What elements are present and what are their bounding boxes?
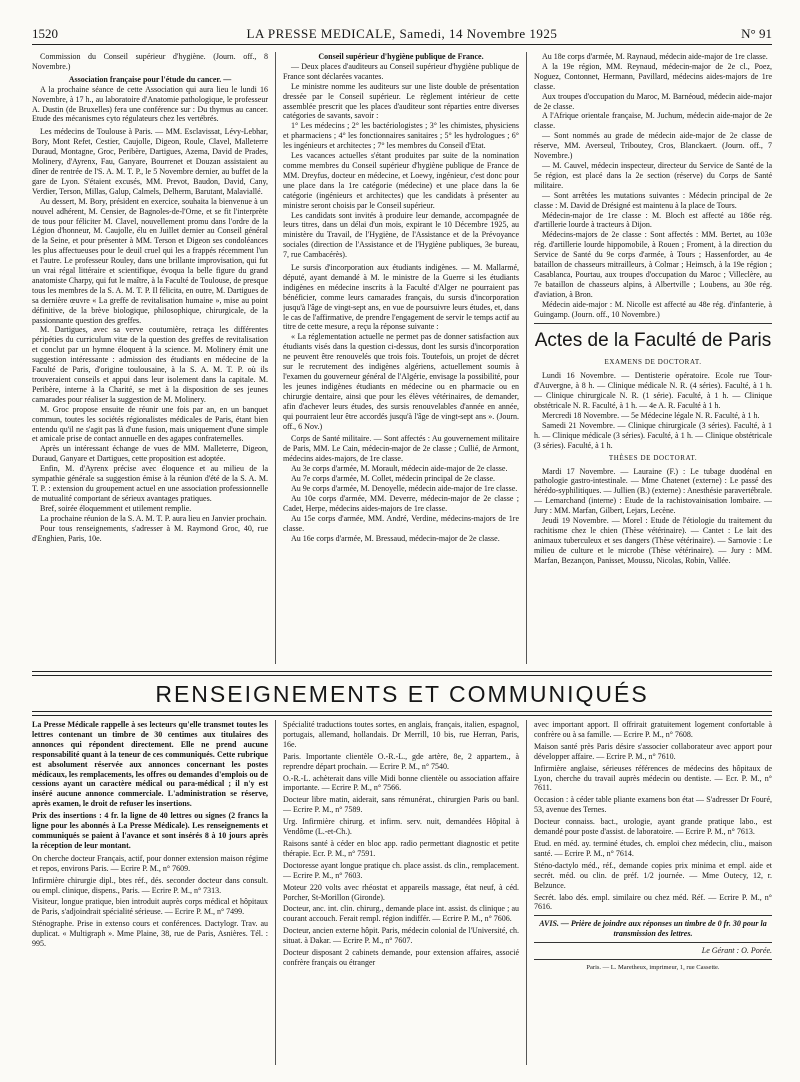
actes-title: Actes de la Faculté de Paris [534,330,772,352]
printer-line: Paris. — L. Maretheux, imprimeur, 1, rue Cassette. [586,964,720,972]
classified-ad: Spécialité traductions toutes sortes, en anglais, français, italien, espagnol, portugais, allemand, hollandais. Dr Merrill, 10 bis, rue Herran, Paris, 16e. [283,720,519,749]
page-number: 1520 [32,26,58,41]
upper-column-3 [534,52,772,664]
exam-entry: Lundi 16 Novembre. — Dentisterie opératoire. Ecole rue Tour-d'Auvergne, à 8 h. — Clinique médicale N. R. (4 séries). Faculté, à 1 h. — Clinique chirurgicale N. R. (1 série). Faculté, à 1 h. — Clinique obstétricale N. R. Faculté, à 1 h. — 4e A. R. Faculté à 1 h. [534,371,772,411]
news-paragraph: Au 7e corps d'armée, M. Collet, médecin principal de 2e classe. [291,474,496,484]
news-paragraph: Corps de Santé militaire. — Sont affectés : Au gouvernement militaire de Paris, MM. Le Cain, médecin-major de 2e classe ; Cullié, de Armont, médecins aides-majors, de 1re classe. [283,434,519,464]
news-paragraph: M. Groc propose ensuite de réunir une fois par an, en un banquet commun, toutes les sociétés régionalistes médicales de Paris, étant bien entendu qu'il ne s'agit pas là d'une fusion, mais uniquement d'une simple et amicale prise de contact annuelle en des agapes confraternelles. [32,404,268,444]
news-paragraph: Le sursis d'incorporation aux étudiants indigènes. — M. Mallarmé, député, ayant demandé à M. le ministre de la Guerre si les étudiants indigènes en médecine inscrits à la Faculté d'Alger ne pourraient pas bénéficier, comme leurs camarades français, du sursis d'incorporation jusqu'à l'âge de vingt-sept ans, en vue de poursuivre leurs études, et, dans le cas de l'affirmative, de prendre l'engagement de servir le temps actif au titre de cette mesure, a reçu la réponse suivante : [283,263,519,332]
news-paragraph: Commission du Conseil supérieur d'hygiène. (Journ. off., 8 Novembre.) [32,52,268,71]
avis-notice: AVIS. — Prière de joindre aux réponses un timbre de 0 fr. 30 pour la transmission des lettres. [539,919,767,939]
classified-ad: Etud. en méd. ay. terminé études, ch. emploi chez médecin, cliu., maison santé. — Ecrire P. M., n° 7614. [534,838,772,858]
classified-ad: Prix des insertions : 4 fr. la ligne de 40 lettres ou signes (2 francs la ligne pour les abonnés à La Presse Médicale). Les renseignements et communiqués se paient à l'avance et sont insérés 8 à 10 jours après la réception de leur montant. [32,811,268,850]
news-paragraph: Médecins-majors de 2e classe : Sont affectés : MM. Bertet, au 103e rég. d'artillerie lourde hippomobile, à Rouen ; Froment, à la direction du Service de Santé du 9e corps d'armée, à Tours ; Hassenforder, au 4e bataillon de chasseurs mitrailleurs, à Colmar ; Heimsch, à la 19e région ; Casablanca, Pourtau, aux troupes d'occupation du Maroc ; Villeclère, au 7e bataillon de chasseurs alpins, à Albertville ; Loubens, au 30e rég. d'aviation, à Bron. [534,230,772,299]
news-paragraph: Enfin, M. d'Ayrenx précise avec éloquence et au milieu de la sympathie générale sa suggestion émise à la réunion d'été de la S. A. M. T. P. : extension du groupement actuel en une association professionnelle de mutualité comportant de sérieux avantages pratiques. [32,464,268,503]
section-double-rule [32,711,772,716]
classified-ad: Raisons santé à céder en bloc app. radio permettant diagnostic et petite thérapie. Ecr. P. M., n° 7591. [283,838,519,858]
exams-title: EXAMENS DE DOCTORAT. [604,358,702,367]
news-paragraph: M. Dartigues, avec sa verve coutumière, retraça les différentes péripéties du curriculum vitæ de la question des greffes de revitalisation et conclut par un hymne éloquent à la science. M. Molinery émit une suggestion intéressante : admission des étudiants en médecine de la Faculté de Paris, d'origine toulousaine, à la S. A. M. T. P. où ils trouveraient conseils et appui dans leur isolement dans la capitale. M. Peribère, interne à la Charité, se met à la disposition de ses jeunes camarades pour réaliser la suggestion de M. Molinery. [32,325,268,404]
news-paragraph: Au 16e corps d'armée, M. Bressaud, médecin-major de 2e classe. [291,533,500,543]
thesis-entry: Mardi 17 Novembre. — Lauraine (F.) : Le tubage duodénal en pathologie gastro-intestinale. — Mme Chatenet (externe) : Le passé des hérédo-syphilitiques. — Jullien (B.) (externe) : Anesthésie paravertébrale. — Lemarchand (interne) : Etude de la rachistovainisation lombaire. — Jury : MM. Marfan, Gilbert, Lejars, Lecène. [534,466,772,516]
column-divider [275,52,276,664]
news-paragraph: Après un intéressant échange de vues de MM. Malleterre, Digeon, Duraud, Ganyare et Dartigues, cette proposition est adoptée. [32,444,268,464]
news-paragraph: Au 10e corps d'armée, MM. Deverre, médecin-major de 2e classe ; Cadet, Herpe, médecins aides-majors de 1re classe. [283,493,519,513]
news-paragraph: — Deux places d'auditeurs au Conseil supérieur d'hygiène publique de France sont déclarées vacantes. [283,61,519,81]
classified-ad: Secrét. labo dés. empl. similaire ou chez méd. Réf. — Ecrire P. M., n° 7616. [534,892,772,912]
military-mutations [534,52,772,319]
classified-ad: Maison santé près Paris désire s'associer collaborateur avec apport pour développer affaire. — Ecrire P. M., n° 7610. [534,741,772,761]
news-paragraph: Au 9e corps d'armée, M. Denoyelle, médecin aide-major de 1re classe. [291,483,518,493]
ads-column-2 [283,720,519,1065]
classified-ad: Docteur, anc. int. clin. chirurg., demande place int. assist. ds clinique ; au courant accouch. Ferait rempl. région indiffér. — Ecrire P. M., n° 7606. [283,904,519,924]
theses-title: THÈSES DE DOCTORAT. [608,453,698,462]
news-paragraph: 1° Les médecins ; 2° les bactériologistes ; 3° les chimistes, physiciens et pharmaciens ; 4° les fonctionnaires sanitaires ; 5° les hydrologues ; 6° les ingénieurs et architectes ; 7° les membres du Conseil d'Etat. [283,121,519,151]
exam-entry: Samedi 21 Novembre. — Clinique chirurgicale (3 séries). Faculté, à 1 h. — Clinique médicale (3 séries). Faculté, à 1 h. — Clinique obstétricale (3 séries). Faculté, à 1 h. [534,420,772,450]
news-paragraph: Au 15e corps d'armée, MM. André, Verdine, médecins-majors de 1re classe. [283,513,519,533]
classified-ad: Doctoresse ayant longue pratique ch. place assist. ds clin., remplacement. — Ecrire P. M., n° 7603. [283,860,519,880]
classified-ad: Sténo-dactylo méd., réf., demande copies prix minima et empl. aide et secrét. méd. ou clin. de préf. 1/2 journée. — Mme Outecy, 12, r. Belzunce. [534,860,772,890]
news-paragraph: Au 3e corps d'armée, M. Morault, médecin aide-major de 2e classe. [291,464,508,474]
upper-column-1 [32,52,268,664]
theses-list [534,467,772,566]
classified-ad: La Presse Médicale rappelle à ses lecteurs qu'elle transmet toutes les lettres contenant un timbre de 30 centimes aux titulaires des annonces qui répondent directement. Elle ne prend aucune responsabilité quant à la teneur de ces communiqués. Cette rubrique est absolument réservée aux annonces concernant les postes médicaux, les remplacements, les offres ou demandes d'emplois ou de cessions ayant un caractère médical ou para-médical ; il n'y est inséré aucune annonce commerciale. L'administration se réserve, après examen, le droit de refuser les insertions. [32,720,268,809]
classified-ad: O.-R.-L. achèterait dans ville Midi bonne clientèle ou association affaire importante. — Ecrire P. M., n° 7566. [283,773,519,793]
journal-title: LA PRESSE MEDICALE, Samedi, 14 Novembre 1925 [246,26,558,41]
thesis-entry: Jeudi 19 Novembre. — Morel : Etude de l'étiologie du traitement du rachitisme chez le chien (Thèse vétérinaire). — Cantet : Le lait des animaux tuberculeux et ses dangers (Thèse vétérinaire). — Sarnovie : Le milieu de culture et le microbe (Thèse vétérinaire). — Jury : MM. Marfan, Bezançon, Panisset, Moussu, Nicolas, Robin, Vallée. [534,516,772,565]
news-paragraph: Pour tous renseignements, s'adresser à M. Raymond Groc, 40, rue d'Enghien, Paris, 10e. [32,523,268,543]
classified-ad: Occasion : à céder table pliante examens bon état — S'adresser Dr Fouré, 53, avenue des Ternes. [534,795,772,815]
page-header [32,26,772,45]
ads-column-3 [534,720,772,1065]
exam-entry: Mercredi 18 Novembre. — 5e Médecine légale N. R. Faculté, à 1 h. [542,411,760,420]
issue-number: N° 91 [741,26,772,41]
section-rule [534,959,772,960]
section-rule [534,942,772,943]
news-paragraph: A la prochaine séance de cette Association qui aura lieu le lundi 16 Novembre, à 17 h., au laboratoire d'Anatomie pathologique, le professeur A. Dustin (de Bruxelles) fera une conférence sur : Du thymus au cancer. Etude des mécanismes cyto régulateurs chez les vertébrés. [32,84,268,124]
ads-list [534,720,772,912]
news-paragraph: Conseil supérieur d'hygiène publique de France. [318,52,484,61]
news-paragraph: A la 19e région, MM. Reynaud, médecin-major de 2e cl., Poez, Noguez, Contonnet, Hermann, Pavillard, médecins aides-majors de 1re classe. [534,61,772,91]
news-paragraph: Le ministre nomme les auditeurs sur une liste double de présentation dressée par le Conseil supérieur. Le règlement intérieur de cette assemblée prescrit que les places d'auditeur sont réparties entre diverses catégories de savants, savoir : [283,81,519,121]
classified-ad: Infirmière anglaise, sérieuses références de médecins des hôpitaux de Lyon, cherche du travail auprès médecin ou dentiste. — Ecr. P. M., n° 7611. [534,763,772,793]
column-divider [275,720,276,1065]
news-paragraph: La prochaine réunion de la S. A. M. T. P. aura lieu en Janvier prochain. [40,513,267,523]
news-paragraph: Les vacances actuelles s'étant produites par suite de la nomination comme membres du Conseil supérieur d'hygiène publique de France de MM. Dreyfus, docteur en médecine, et Loewy, ingénieur, c'est donc pour une place dans la 1re catégorie (médecine) et une place dans la 6e catégorie (ingénieurs et architectes) que les candidats à présenter au ministre seront choisis par le Conseil supérieur. [283,151,519,210]
news-paragraph: — Sont arrêtées les mutations suivantes : Médecin principal de 2e classe : M. David de Drésigné est maintenu à la place de Tours. [534,190,772,210]
classified-ad: Visiteur, longue pratique, bien introduit auprès corps médical et hôpitaux de Paris, s'adjoindrait spécialité sérieuse. — Ecrire P. M., n° 7499. [32,897,268,917]
classified-ad: Moteur 220 volts avec rhéostat et appareils massage, état neuf, à céd. Porcher, St-Morillon (Gironde). [283,882,519,902]
news-paragraph: Les candidats sont invités à produire leur demande, accompagnée de leurs titres, dans un délai d'un mois, expirant le 10 Décembre 1925, au ministère du Travail, de l'Hygiène, de l'Assistance et de la Prévoyance sociales (direction de l'Assistance et de l'Hygiène publiques, 3e bureau, 7, rue Cambacérès). [283,210,519,260]
classified-ad: Sténographe. Prise in extenso cours et conférences. Dactylogr. Trav. au duplicat. « Multigraph ». Mme Plaine, 38, rue de Paris, Asnières. Tél. : 995. [32,919,268,949]
news-paragraph: — M. Cauvel, médecin inspecteur, directeur du Service de Santé de la 5e région, est placé dans la 2e section (réserve) du Corps de Santé militaire. [534,160,772,190]
classified-ad: Urg. Infirmière chirurg. et infirm. serv. nuit, demandées Hôpital à Vendôme (L.-et-Ch.). [283,817,519,837]
section-rule [534,323,772,324]
classified-ad: avec important apport. Il offrirait gratuitement logement confortable à confrère ou à sa famille. — Ecrire P. M., n° 7608. [534,720,772,739]
classified-ad: Docteur, ancien externe hôpit. Paris, médecin colonial de l'Université, ch. situat. à Dakar. — Ecrire P. M., n° 7607. [283,926,519,946]
news-paragraph: Association française pour l'étude du cancer. — [68,74,232,84]
classified-ad: Docteur libre matin, aiderait, sans rémunérat., chirurgien Paris ou banl. — Ecrire P. M., n° 7589. [283,795,519,815]
classified-ad: Infirmière chirurgie dipl., btes réf., dés. seconder docteur dans consult. ou empl. clinique, dispens., Paris. — Ecrire P. M., n° 7313. [32,875,268,895]
classified-ad: Docteur disposant 2 cabinets demande, pour extension affaires, associé confrère français ou étranger [283,948,519,967]
news-paragraph: « La réglementation actuelle ne permet pas de donner satisfaction aux étudiants visés dans la question ci-dessus, dont les sursis d'incorporation ne peuvent être renouvelés que trois fois. Toutefois, un projet de décret sur le recrutement des indigènes algériens, actuellement soumis à l'examen du gouverneur général de l'Algérie, envisage la possibilité, pour les jeunes indigènes étudiants en médecine ou en pharmacie ou en chirurgie dentaire, ainsi que pour les élèves vétérinaires, de demander, afin d'achever leurs études, des sursis renouvelables d'année en année, qui pourraient leur être accordés jusqu'à l'âge de vingt-sept ans ». (Journ. off., 6 Nov.) [283,332,519,431]
news-paragraph: A l'Afrique orientale française, M. Juchum, médecin aide-major de 2e classe. [534,111,772,131]
exams-list [534,371,772,450]
gerant-line: Le Gérant : O. Porée. [701,946,772,956]
section-rule [534,915,772,916]
upper-column-2 [283,52,519,664]
news-paragraph: Au 18e corps d'armée, M. Raynaud, médecin aide-major de 1re classe. [542,52,768,61]
news-paragraph: Au dessert, M. Bory, président en exercice, souhaita la bienvenue à un nouvel adhérent, M. Censier, de Bagnoles-de-l'Orne, et se fit l'interprète de tous pour féliciter M. Clavel, nouvellement promu dans l'ordre de la Légion d'honneur, M. Caujolle, élu en Juillet dernier au Conseil général de la Seine, et pour présenter à MM. Terson et Digeon ses condoléances les plus affectueuses pour le deuil cruel qui les a frappés récemment l'un et l'autre. Le professeur Rouley, dans une brillante improvisation, qui fut un vrai régal littéraire et scientifique, évoqua la belle figure du grand anatomiste Charpy, qui fut le maître, à la Faculté de Toulouse, de presque tous les membres de la S. A. M. T. P. Il félicita, en outre, M. Dartigues de sa dernière œuvre « La greffe de revitalisation humaine », mise au point définitive, de la brève biologique, philosophique, chirurgicale, de la passionnante question des greffes. [32,196,268,325]
classified-ad: Docteur connaiss. bact., urologie, ayant grande pratique labo., est demandé pour poste d'assist. de laboratoire. — Ecrire P. M., n° 7613. [534,817,772,837]
news-paragraph: Les médecins de Toulouse à Paris. — MM. Esclavissat, Lévy-Lebhar, Bory, Mont Refet, Cestier, Caujolle, Digeon, Roule, Clavel, Malleterre Duraud, Montagne, Groc, Peribère, Dartigues, Azema, David de Prades, Molinery, d'Ayrenx, Fau, Ganyare, Bourrenet et Douzan assistaient au dîner de rentrée de l'S. A. M. T. P., le 5 Novembre dernier, au buffet de la gare de Lyon. S'étaient excusés, MM. Prevot, Baudon, David, Cany, Verdier, Terson, Millas, Galup, Calmels, Delherm, Barutant, Malaviallé. [32,127,268,196]
news-paragraph: Aux troupes d'occupation du Maroc, M. Barnéoud, médecin aide-major de 2e classe. [534,91,772,111]
classified-ad: Paris. Importante clientèle O.-R.-L., gde artère, 8e, 2 appartem., à reprendre départ prochain. — Ecrire P. M., n° 7540. [283,751,519,771]
news-paragraph: — Sont nommés au grade de médecin aide-major de 2e classe de réserve, MM. Averseul, Triboutey, Cros, Blanckaert. (Journ. off., 7 Novembre.) [534,131,772,161]
classified-ad: On cherche docteur Français, actif, pour donner extension maison régime et repos, environs Paris. — Ecrire P. M., n° 7609. [32,853,268,873]
news-paragraph: Médecin-major de 1re classe : M. Bloch est affecté au 186e rég. d'artillerie lourde à tracteurs à Dijon. [534,210,772,230]
column-divider [526,720,527,1065]
news-paragraph: Bref, soirée éloquemment et utilement remplie. [40,503,192,513]
section-double-rule [32,671,772,676]
column-divider [526,52,527,664]
ads-column-1 [32,720,268,1065]
news-paragraph: Médecin aide-major : M. Nicolle est affecté au 48e rég. d'infanterie, à Guingamp. (Journ. off., 10 Novembre.) [534,299,772,319]
section-banner: RENSEIGNEMENTS ET COMMUNIQUÉS [155,681,649,707]
